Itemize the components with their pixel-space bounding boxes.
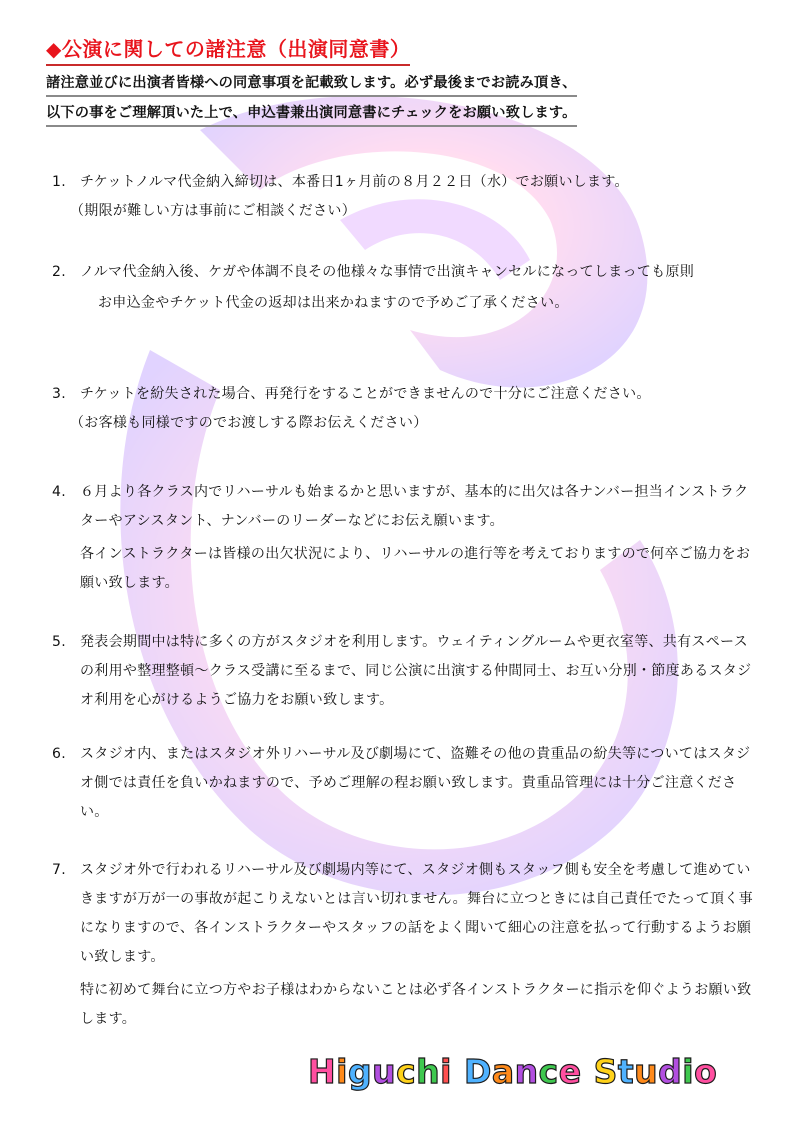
notice-item-5	[52, 628, 762, 715]
logo-letter: S	[593, 1052, 618, 1091]
item-note: 各インストラクターは皆様の出欠状況により、リハーサルの進行等を考えておりますので何卒ご協力をお願い致します。	[80, 546, 751, 591]
item-note: （お客様も同様ですのでお渡しする際お伝えください）	[70, 415, 428, 431]
page-title: ◆公演に関しての諸注意（出演同意書）	[46, 33, 410, 66]
item-number: 6.	[52, 746, 66, 762]
logo-letter: i	[682, 1052, 695, 1091]
item-number: 1.	[52, 174, 66, 190]
item-note: お申込金やチケット代金の返却は出来かねますので予めご了承ください。	[98, 295, 569, 311]
intro-line-1: 諸注意並びに出演者皆様への同意事項を記載致します。必ず最後までお読み頂き、	[46, 72, 577, 97]
item-number: 3.	[52, 386, 66, 402]
item-number: 7.	[52, 862, 66, 878]
item-note: （期限が難しい方は事前にご相談ください）	[70, 203, 356, 219]
item-text: チケットを紛失された場合、再発行をすることができませんので十分にご注意ください。	[80, 386, 651, 402]
logo-letter: i	[440, 1052, 452, 1091]
logo-letter	[582, 1052, 594, 1091]
item-note: 特に初めて舞台に立つ方やお子様はわからないことは必ず各インストラクターに指示を仰ぐようお願い致します。	[80, 982, 752, 1027]
item-text: ノルマ代金納入後、ケガや体調不良その他様々な事情で出演キャンセルになってしまっても原則	[80, 264, 695, 280]
logo-letter: D	[463, 1052, 492, 1091]
logo-letter: g	[347, 1052, 373, 1091]
notice-item-4	[52, 478, 762, 598]
item-text: チケットノルマ代金納入締切は、本番日1ヶ月前の８月２２日（水）でお願いします。	[80, 174, 629, 190]
item-text: 発表会期間中は特に多くの方がスタジオを利用します。ウェイティングルームや更衣室等、共有スペースの利用や整理整頓～クラス受講に至るまで、同じ公演に出演する仲間同士、お互い分別・節度あるスタジオ利用を心がけるようご協力をお願い致します。	[80, 634, 752, 708]
intro-line-2: 以下の事をご理解頂いた上で、申込書兼出演同意書にチェックをお願い致します。	[46, 102, 577, 127]
studio-logo	[308, 1052, 717, 1091]
item-text: スタジオ内、またはスタジオ外リハーサル及び劇場にて、盗難その他の貴重品の紛失等についてはスタジオ側では責任を負いかねますので、予めご理解の程お願い致します。貴重品管理には十分ご注意ください。	[80, 746, 751, 820]
notice-item-6	[52, 740, 762, 827]
item-number: 4.	[52, 484, 66, 500]
notice-item-3	[52, 380, 762, 438]
item-number: 5.	[52, 634, 66, 650]
item-text: ６月より各クラス内でリハーサルも始まるかと思いますが、基本的に出欠は各ナンバー担当インストラクターやアシスタント、ナンバーのリーダーなどにお伝え願います。	[80, 484, 749, 529]
logo-letter: H	[308, 1052, 337, 1091]
notice-item-2	[52, 258, 762, 318]
logo-letter: i	[336, 1052, 348, 1091]
logo-letter: u	[372, 1052, 397, 1091]
logo-letter: c	[538, 1052, 559, 1091]
notice-item-7	[52, 856, 762, 1034]
item-number: 2.	[52, 264, 66, 280]
logo-letter: a	[491, 1052, 515, 1091]
item-text: スタジオ外で行われるリハーサル及び劇場内等にて、スタジオ側もスタッフ側も安全を考慮して進めていきますが万が一の事故が起こりえないとは言い切れません。舞台に立つときには自己責任でたって頂く事になりますので、各インストラクターやスタッフの話をよく聞いて細心の注意を払って行動するようお願い致します。	[80, 862, 753, 965]
logo-letter: e	[558, 1052, 582, 1091]
notice-item-1	[52, 168, 762, 226]
logo-letter: d	[658, 1052, 683, 1091]
logo-letter: u	[634, 1052, 659, 1091]
logo-letter: h	[416, 1052, 441, 1091]
logo-letter	[452, 1052, 464, 1091]
logo-letter: c	[396, 1052, 417, 1091]
logo-letter: n	[514, 1052, 539, 1091]
logo-letter: t	[617, 1052, 635, 1091]
logo-letter: o	[694, 1052, 718, 1091]
